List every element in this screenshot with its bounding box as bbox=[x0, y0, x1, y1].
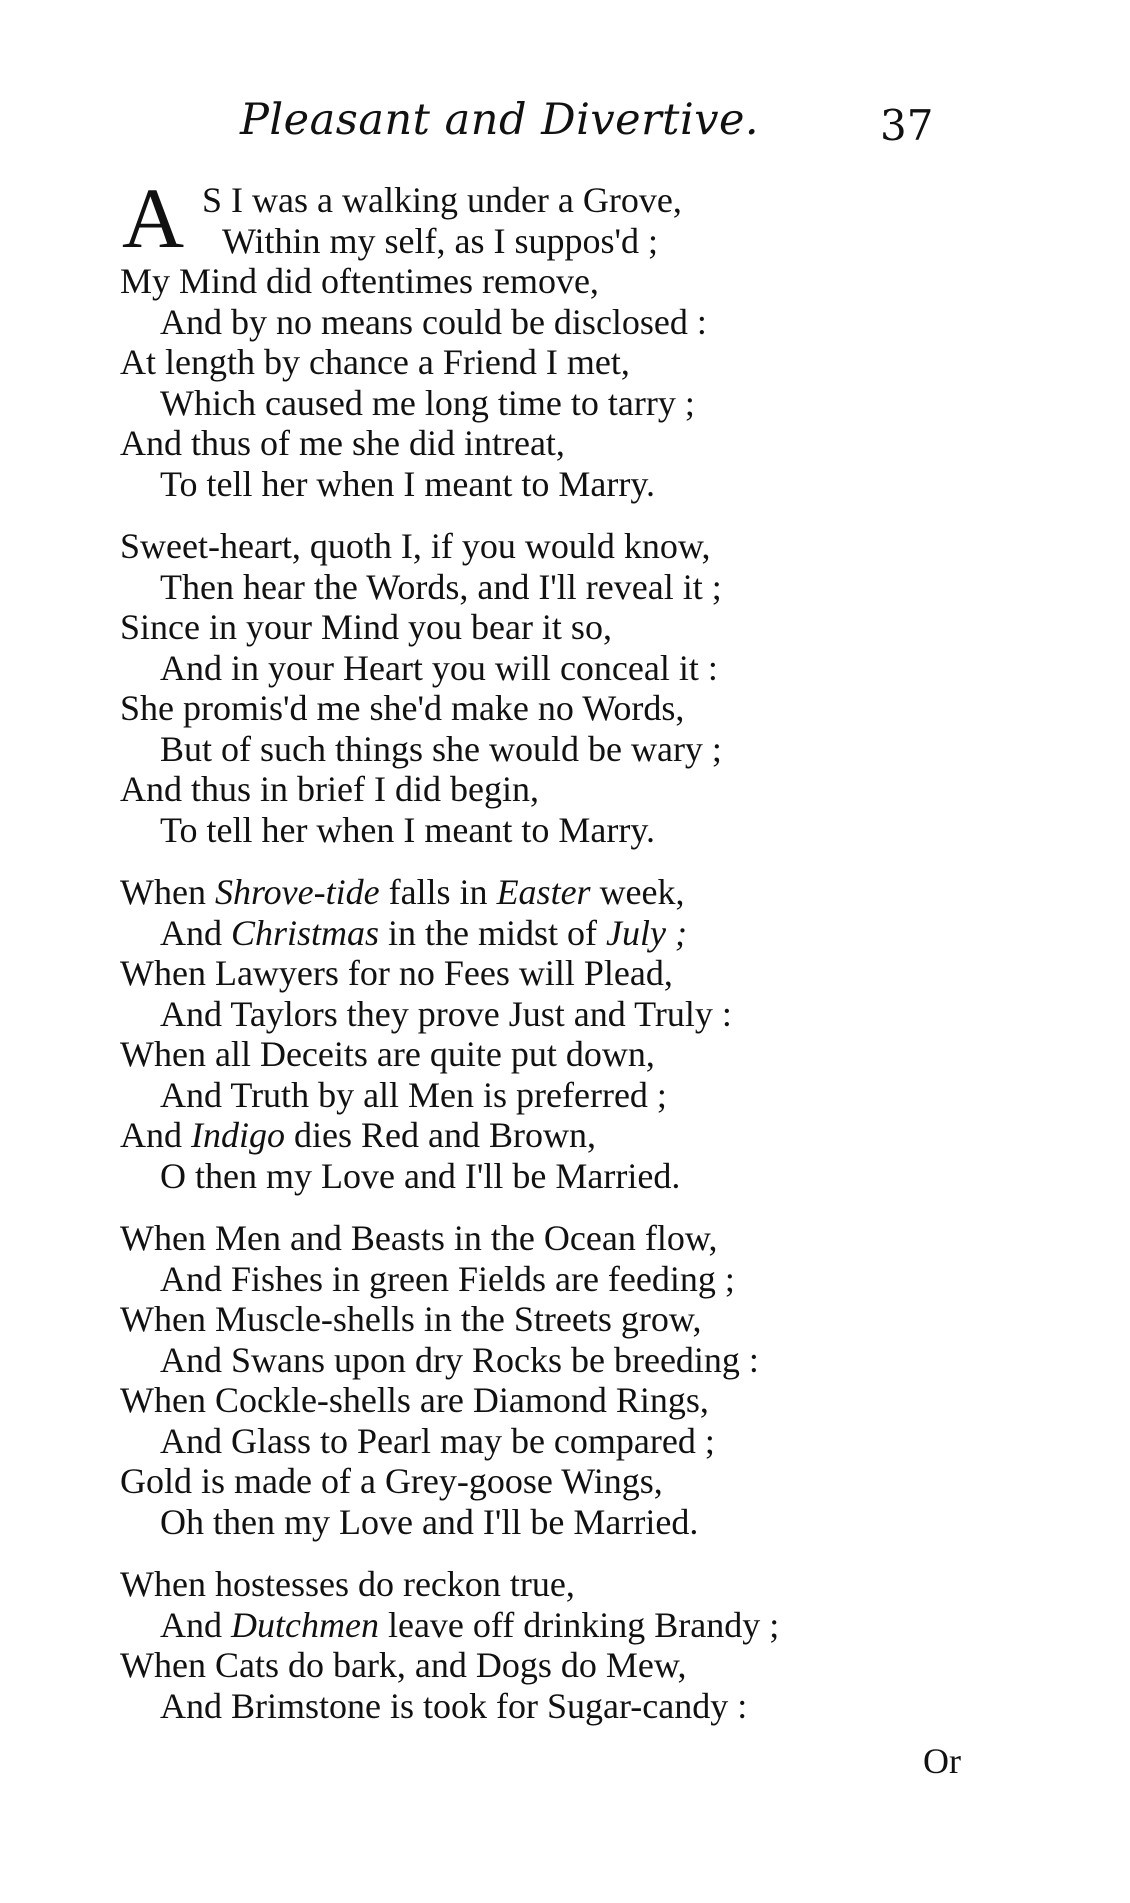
poem-line: Oh then my Love and I'll be Married. bbox=[160, 1501, 699, 1542]
italic-word: Easter bbox=[496, 872, 591, 912]
poem-line: When Cockle-shells are Diamond Rings, bbox=[120, 1380, 709, 1420]
poem-line: And Indigo dies Red and Brown, bbox=[120, 1115, 596, 1155]
poem-line: When Muscle-shells in the Streets grow, bbox=[120, 1299, 702, 1339]
poem-line: And thus in brief I did begin, bbox=[120, 769, 539, 809]
poem-line: When Cats do bark, and Dogs do Mew, bbox=[120, 1645, 687, 1685]
catchword: Or bbox=[923, 1741, 961, 1781]
poem-line: Gold is made of a Grey-goose Wings, bbox=[120, 1461, 663, 1501]
running-title: Pleasant and Divertive. bbox=[240, 95, 760, 145]
poem-line: And Dutchmen leave off drinking Brandy ; bbox=[160, 1604, 780, 1645]
poem-line: To tell her when I meant to Marry. bbox=[160, 463, 655, 504]
poem-line: And Glass to Pearl may be compared ; bbox=[160, 1420, 715, 1461]
poem-line: And in your Heart you will conceal it : bbox=[160, 647, 718, 688]
stanza-1 bbox=[120, 170, 1020, 504]
poem-line: She promis'd me she'd make no Words, bbox=[120, 688, 685, 728]
stanza-2 bbox=[120, 526, 1020, 850]
italic-word: Indigo bbox=[191, 1115, 285, 1155]
stanza-5 bbox=[120, 1564, 1020, 1726]
poem-line: When all Deceits are quite put down, bbox=[120, 1034, 655, 1074]
drop-cap: A bbox=[122, 170, 185, 266]
poem-line: At length by chance a Friend I met, bbox=[120, 342, 630, 382]
poem-line: When Men and Beasts in the Ocean flow, bbox=[120, 1218, 718, 1258]
poem-line: Which caused me long time to tarry ; bbox=[160, 382, 695, 423]
poem-line: And Fishes in green Fields are feeding ; bbox=[160, 1258, 735, 1299]
poem-line: And Swans upon dry Rocks be breeding : bbox=[160, 1339, 759, 1380]
italic-word: July ; bbox=[606, 912, 687, 953]
poem-line: And Taylors they prove Just and Truly : bbox=[160, 993, 732, 1034]
page-header bbox=[240, 95, 1020, 155]
italic-word: Dutchmen bbox=[231, 1604, 379, 1645]
poem-line: And Truth by all Men is preferred ; bbox=[160, 1074, 667, 1115]
page-number: 37 bbox=[880, 101, 934, 150]
italic-word: Shrove-tide bbox=[214, 872, 380, 912]
poem-line: Since in your Mind you bear it so, bbox=[120, 607, 612, 647]
poem-line: A S I was a walking under a Grove, bbox=[122, 170, 682, 266]
italic-word: Christmas bbox=[231, 912, 380, 953]
poem-line: And Christmas in the midst of July ; bbox=[160, 912, 687, 953]
poem-line: To tell her when I meant to Marry. bbox=[160, 809, 655, 850]
poem-line: Within my self, as I suppos'd ; bbox=[222, 220, 659, 261]
poem-line: Then hear the Words, and I'll reveal it ; bbox=[160, 566, 722, 607]
poem-line: Sweet-heart, quoth I, if you would know, bbox=[120, 526, 711, 566]
poem-line: O then my Love and I'll be Married. bbox=[160, 1155, 681, 1196]
poem-line: And by no means could be disclosed : bbox=[160, 301, 707, 342]
poem-line: When Shrove-tide falls in Easter week, bbox=[120, 872, 685, 912]
stanza-4 bbox=[120, 1218, 1020, 1542]
poem-line: When hostesses do reckon true, bbox=[120, 1564, 575, 1604]
poem-body bbox=[120, 170, 1020, 1748]
stanza-3 bbox=[120, 872, 1020, 1196]
poem-line: And thus of me she did intreat, bbox=[120, 423, 565, 463]
poem-line: My Mind did oftentimes remove, bbox=[120, 261, 599, 301]
poem-line: And Brimstone is took for Sugar-candy : bbox=[160, 1685, 748, 1726]
poem-line: But of such things she would be wary ; bbox=[160, 728, 722, 769]
poem-line: When Lawyers for no Fees will Plead, bbox=[120, 953, 673, 993]
